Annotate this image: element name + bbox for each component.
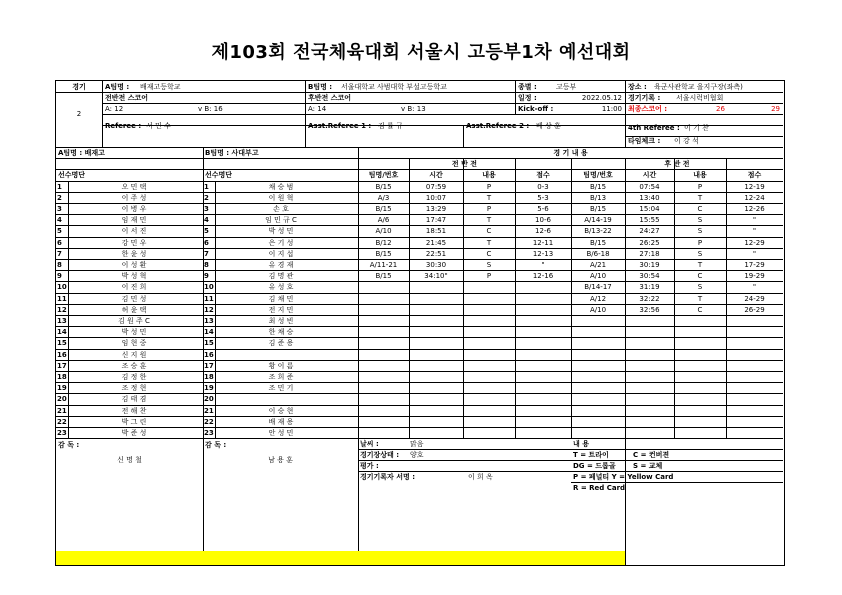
category-label: 종별 :	[518, 83, 537, 91]
first-half-event-cell: A/3	[377, 193, 390, 202]
a-coach-label: 감 독 :	[58, 441, 80, 450]
second-half-event-cell: B/13	[589, 193, 607, 202]
fourth-referee-value: 이 기 찬	[684, 124, 709, 132]
second-half-event-cell: 24:27	[639, 227, 660, 236]
ar2-value: 배 상 훈	[536, 122, 561, 130]
first-half-event-cell: B/15	[375, 182, 392, 191]
legend-try: T = 트라이	[573, 451, 609, 460]
b-player-name: 전 지 민	[268, 305, 294, 314]
second-half-event-cell: B/14-17	[584, 283, 612, 292]
b-player-number: 16	[204, 350, 214, 359]
second-half-event-cell: B/15	[589, 182, 607, 191]
first-half-event-cell: 18:51	[425, 227, 447, 236]
b-player-number: 6	[204, 238, 209, 247]
second-half-col-header: 내용	[693, 171, 707, 180]
b-player-number: 14	[204, 328, 214, 337]
first-half-event-cell: "	[541, 261, 545, 269]
a-player-name: 김 태 겸	[121, 395, 147, 404]
b-player-name: 은 기 성	[268, 238, 294, 247]
a-player-number: 16	[57, 350, 67, 359]
second-half-event-cell: "	[752, 249, 757, 258]
first-half-col-header: 내용	[482, 171, 496, 180]
a-player-number: 10	[57, 283, 67, 292]
b-player-name: 황 이 름	[268, 361, 294, 370]
b-player-name: 김 준 용	[268, 339, 294, 348]
first-half-event-cell: B/12	[375, 238, 392, 247]
second-half-event-cell: 30:54	[639, 272, 660, 281]
b-player-number: 12	[204, 305, 214, 314]
first-half-event-cell: B/15	[375, 272, 392, 281]
b-player-number: 1	[204, 182, 209, 191]
b-player-name: 조 희 준	[268, 373, 294, 381]
first-half-event-cell: A/6	[377, 216, 390, 225]
first-half-event-cell: A/10	[375, 227, 392, 236]
b-player-number: 20	[204, 395, 214, 404]
second-half-event-cell: 24-29	[744, 294, 765, 303]
first-half-col-header: 팀명/번호	[368, 171, 399, 180]
b-player-number: 9	[204, 272, 209, 281]
a-player-number: 1	[57, 182, 62, 191]
second-half-a-score: A: 14	[308, 105, 327, 113]
second-half-event-cell: 12-19	[744, 182, 765, 191]
category-value: 고등부	[556, 83, 577, 91]
final-score-a: 26	[716, 105, 725, 113]
a-player-number: 20	[57, 395, 67, 404]
b-player-number: 3	[204, 205, 209, 213]
first-half-event-cell: P	[486, 272, 492, 281]
b-player-name: 김 명 관	[268, 272, 294, 281]
b-player-name: 임 민 규 C	[265, 216, 297, 225]
second-half-event-cell: 12-29	[744, 238, 765, 247]
b-player-name: 이 원 혁	[268, 193, 294, 202]
second-half-event-cell: B/6-18	[586, 249, 610, 258]
first-half-event-cell: 10-6	[535, 216, 551, 225]
first-half-event-cell: P	[486, 182, 492, 191]
a-player-name: 박 성 혁	[121, 272, 147, 281]
first-half-event-cell: T	[486, 238, 492, 247]
a-player-name: 조 정 현	[121, 384, 147, 393]
second-half-event-cell: P	[697, 238, 703, 247]
venue-label: 장소 :	[628, 83, 647, 91]
weather-value: 맑음	[410, 440, 424, 449]
a-player-number: 13	[57, 317, 67, 325]
timecheck-label: 타임체크 :	[628, 137, 661, 145]
first-half-event-cell: 5-6	[537, 205, 549, 213]
second-half-event-cell: C	[697, 272, 703, 281]
a-player-number: 14	[57, 328, 67, 337]
second-half-event-cell: S	[697, 249, 703, 258]
second-half-event-cell: "	[752, 283, 757, 292]
first-half-event-cell: 30:30	[425, 261, 447, 269]
ar2-label: Asst.Referee 2 :	[466, 122, 530, 130]
a-player-number: 8	[57, 261, 62, 269]
a-player-number: 5	[57, 227, 62, 236]
grid-line	[56, 158, 358, 159]
a-player-name: 전 해 찬	[121, 406, 147, 415]
second-half-b-score: v B: 13	[401, 105, 426, 113]
second-half-event-cell: 15:04	[639, 205, 660, 213]
second-half-event-cell: B/15	[589, 205, 607, 213]
final-score-label: 최종스코어 :	[628, 105, 668, 113]
yellow-band	[56, 551, 625, 565]
first-half-score-label: 전반전 스코어	[105, 94, 149, 102]
b-player-number: 4	[204, 216, 209, 225]
b-player-number: 5	[204, 227, 209, 236]
second-half-event-cell: S	[697, 283, 703, 292]
a-player-name: 김 민 성	[121, 294, 147, 303]
second-half-event-cell: S	[697, 216, 703, 225]
first-half-header: 전 반 전	[451, 160, 478, 169]
b-player-name: 채 승 범	[268, 182, 294, 191]
second-half-event-cell: 19-29	[744, 272, 765, 281]
b-player-name: 이 승 현	[268, 406, 294, 415]
grid-line	[358, 438, 571, 439]
legend-title: 내 용	[573, 440, 589, 449]
first-half-event-cell: 13:29	[425, 205, 447, 213]
a-player-number: 3	[57, 205, 62, 213]
signer-label: 경기기록자 서명 :	[360, 473, 416, 482]
second-half-event-cell: A/14-19	[584, 216, 612, 225]
a-roster-col-label: 선수명단	[58, 171, 86, 180]
first-half-event-cell: 21:45	[425, 238, 447, 247]
second-half-event-cell: T	[697, 261, 703, 269]
first-half-event-cell: 12-11	[532, 238, 554, 247]
b-player-name: 유 성 호	[268, 283, 294, 292]
date-label: 일정 :	[518, 94, 537, 102]
legend-substitution: S = 교체	[633, 462, 663, 471]
recorder-value: 서울시럭비협회	[676, 94, 724, 102]
referee-label: Referee :	[105, 122, 142, 130]
second-half-event-cell: T	[697, 193, 703, 202]
timecheck-value: 이 강 석	[674, 137, 699, 145]
first-half-event-cell: T	[486, 193, 492, 202]
b-player-number: 13	[204, 317, 214, 325]
a-player-name: 강 민 우	[121, 238, 147, 247]
b-player-number: 8	[204, 261, 209, 269]
second-half-event-cell: 30:19	[639, 261, 660, 269]
a-coach-name: 신 명 철	[117, 456, 142, 465]
b-player-number: 7	[204, 249, 209, 258]
final-score-b: 29	[771, 105, 780, 113]
second-half-event-cell: P	[697, 182, 703, 191]
first-half-col-header: 점수	[536, 171, 550, 180]
second-half-event-cell: 17-29	[744, 261, 765, 269]
a-team-name: 배재고등학교	[140, 83, 181, 91]
first-half-event-cell: 22:51	[425, 249, 447, 258]
second-half-event-cell: 32:22	[639, 294, 660, 303]
a-player-number: 7	[57, 249, 62, 258]
ar1-value: 김 률 규	[378, 122, 403, 130]
a-player-number: 6	[57, 238, 62, 247]
a-player-number: 11	[57, 294, 67, 303]
first-half-event-cell: 34:10"	[424, 272, 448, 281]
b-player-number: 15	[204, 339, 214, 348]
b-player-name: 안 성 민	[268, 429, 294, 437]
page-title: 제103회 전국체육대회 서울시 고등부1차 예선대회	[211, 42, 631, 63]
second-half-event-cell: A/21	[589, 261, 607, 269]
legend-penalty-yellow: P = 페널티 Y = Yellow Card	[573, 473, 674, 482]
b-team-name: 서울대학교 사범대학 부설고등학교	[341, 83, 447, 91]
match-record-sheet	[55, 80, 785, 566]
second-half-col-header: 팀명/번호	[583, 171, 613, 180]
a-player-name: 이 진 희	[121, 283, 147, 292]
ar1-label: Asst.Referee 1 :	[308, 122, 372, 130]
first-half-event-cell: S	[486, 261, 492, 269]
second-half-event-cell: 31:19	[639, 283, 660, 292]
grid-line	[68, 181, 69, 439]
signer-value: 이 희 옥	[468, 473, 493, 482]
second-half-event-cell: B/13-22	[584, 227, 612, 236]
b-player-number: 2	[204, 193, 209, 202]
kickoff-label: Kick-off :	[518, 105, 554, 113]
match-number: 2	[76, 110, 82, 118]
first-half-event-cell: B/15	[375, 205, 392, 213]
referee-value: 서 민 수	[146, 122, 171, 130]
first-half-event-cell: B/15	[375, 249, 392, 258]
venue-value: 육군사관학교 을지구장(좌측)	[654, 83, 743, 91]
b-coach-name: 남 용 훈	[268, 456, 293, 465]
a-roster-header: A팀명 : 배재고	[58, 149, 105, 157]
a-player-number: 21	[57, 406, 67, 415]
first-half-event-cell: 10:07	[425, 193, 447, 202]
a-player-name: 조 승 훈	[121, 361, 147, 370]
second-half-event-cell: 26:25	[639, 238, 660, 247]
second-half-event-cell: A/12	[589, 294, 607, 303]
second-half-event-cell: 27:18	[639, 249, 660, 258]
b-team-label: B팀명 :	[308, 83, 333, 91]
kickoff-value: 11:00	[601, 105, 622, 113]
legend-red-card: R = Red Card	[573, 484, 626, 493]
a-player-name: 김 원 주 C	[118, 317, 150, 325]
grid-line	[358, 460, 571, 461]
first-half-event-cell: 5-3	[537, 193, 549, 202]
a-player-name: 이 성 환	[121, 261, 147, 269]
second-half-event-cell: T	[697, 294, 703, 303]
first-half-event-cell: C	[486, 227, 492, 236]
field-label: 경기장상태 :	[360, 451, 400, 460]
first-half-event-cell: 0-3	[537, 182, 549, 191]
first-half-event-cell: 17:47	[425, 216, 447, 225]
b-player-number: 22	[204, 417, 214, 426]
second-half-event-cell: A/10	[589, 272, 607, 281]
a-player-number: 2	[57, 193, 62, 202]
a-player-number: 17	[57, 361, 67, 370]
a-player-name: 임 현 중	[121, 339, 147, 348]
date-value: 2022.05.12	[581, 94, 622, 102]
a-player-name: 박 준 성	[121, 429, 147, 437]
content-header: 경 기 내 용	[553, 149, 588, 157]
a-player-number: 4	[57, 216, 62, 225]
second-half-event-cell: 32:56	[639, 305, 660, 314]
a-player-name: 오 민 택	[121, 182, 147, 191]
second-half-col-header: 시간	[642, 171, 657, 180]
a-player-name: 이 주 성	[121, 193, 147, 202]
a-player-name: 한 윤 성	[121, 249, 147, 258]
first-half-event-cell: 12-16	[532, 272, 554, 281]
recorder-label: 경기기록 :	[628, 94, 661, 102]
second-half-event-cell: C	[697, 205, 703, 213]
a-player-name: 신 지 원	[121, 350, 147, 359]
second-half-score-label: 후반전 스코어	[308, 94, 352, 102]
first-half-event-cell: T	[486, 216, 492, 225]
a-player-number: 22	[57, 417, 67, 426]
weather-label: 날씨 :	[360, 440, 379, 449]
b-player-name: 박 성 민	[268, 227, 294, 236]
a-player-name: 김 정 한	[121, 373, 147, 381]
b-player-number: 23	[204, 429, 214, 437]
a-player-number: 19	[57, 384, 67, 393]
b-player-name: 김 채 민	[268, 294, 294, 303]
second-half-event-cell: B/15	[589, 238, 607, 247]
second-half-event-cell: "	[752, 216, 757, 225]
b-player-number: 17	[204, 361, 214, 370]
second-half-header: 후 반 전	[664, 160, 690, 169]
legend-dropgoal: DG = 드롭골	[573, 462, 616, 471]
a-player-name: 허 윤 택	[121, 305, 147, 314]
first-half-event-cell: A/11-21	[369, 261, 398, 269]
b-roster-header: B팀명 : 사대부고	[205, 149, 259, 157]
first-half-b-score: v B: 16	[198, 105, 223, 113]
second-half-event-cell: 07:54	[639, 182, 660, 191]
legend-conversion: C = 컨버젼	[633, 451, 670, 460]
b-roster-col-label: 선수명단	[205, 171, 233, 180]
grid-line	[215, 181, 216, 439]
first-half-event-cell: 12-6	[535, 227, 551, 236]
b-player-name: 손 호	[273, 205, 289, 213]
first-half-event-cell: C	[486, 249, 492, 258]
b-player-name: 배 재 용	[268, 417, 294, 426]
first-half-col-header: 시간	[429, 171, 443, 180]
second-half-col-header: 점수	[747, 171, 762, 180]
second-half-event-cell: C	[697, 305, 703, 314]
a-team-label: A팀명 :	[105, 83, 130, 91]
a-player-name: 이 서 진	[121, 227, 147, 236]
second-half-event-cell: S	[697, 227, 703, 236]
b-player-name: 조 민 기	[268, 384, 294, 393]
b-player-name: 최 성 빈	[268, 317, 294, 325]
a-player-number: 15	[57, 339, 67, 348]
a-player-name: 이 병 우	[121, 205, 147, 213]
b-player-name: 유 경 재	[268, 261, 294, 269]
second-half-event-cell: "	[752, 227, 757, 236]
field-value: 양호	[410, 451, 424, 460]
match-label: 경기	[72, 83, 86, 91]
second-half-event-cell: 12-26	[744, 205, 765, 213]
b-player-number: 21	[204, 406, 214, 415]
b-player-number: 18	[204, 373, 214, 381]
second-half-event-cell: A/10	[589, 305, 607, 314]
a-player-number: 23	[57, 429, 67, 437]
fourth-referee-label: 4th Referee :	[628, 124, 680, 132]
b-player-name: 한 채 승	[268, 328, 294, 337]
b-player-number: 19	[204, 384, 214, 393]
a-player-name: 임 재 민	[121, 216, 147, 225]
second-half-event-cell: 26-29	[744, 305, 765, 314]
first-half-a-score: A: 12	[105, 105, 124, 113]
a-player-name: 박 성 민	[121, 328, 147, 337]
first-half-event-cell: 12-13	[532, 249, 554, 258]
second-half-event-cell: 12-24	[744, 193, 765, 202]
a-player-number: 12	[57, 305, 67, 314]
eval-label: 평가 :	[360, 462, 379, 471]
b-player-number: 10	[204, 283, 214, 292]
b-coach-label: 감 독 :	[205, 441, 227, 450]
a-player-name: 박 그 린	[121, 417, 147, 426]
a-player-number: 9	[57, 272, 62, 281]
second-half-event-cell: 13:40	[639, 193, 660, 202]
second-half-event-cell: 15:55	[639, 216, 660, 225]
a-player-number: 18	[57, 373, 67, 381]
b-player-number: 11	[204, 294, 214, 303]
b-player-name: 이 지 섭	[268, 249, 294, 258]
first-half-event-cell: P	[486, 205, 492, 213]
first-half-event-cell: 07:59	[425, 182, 447, 191]
